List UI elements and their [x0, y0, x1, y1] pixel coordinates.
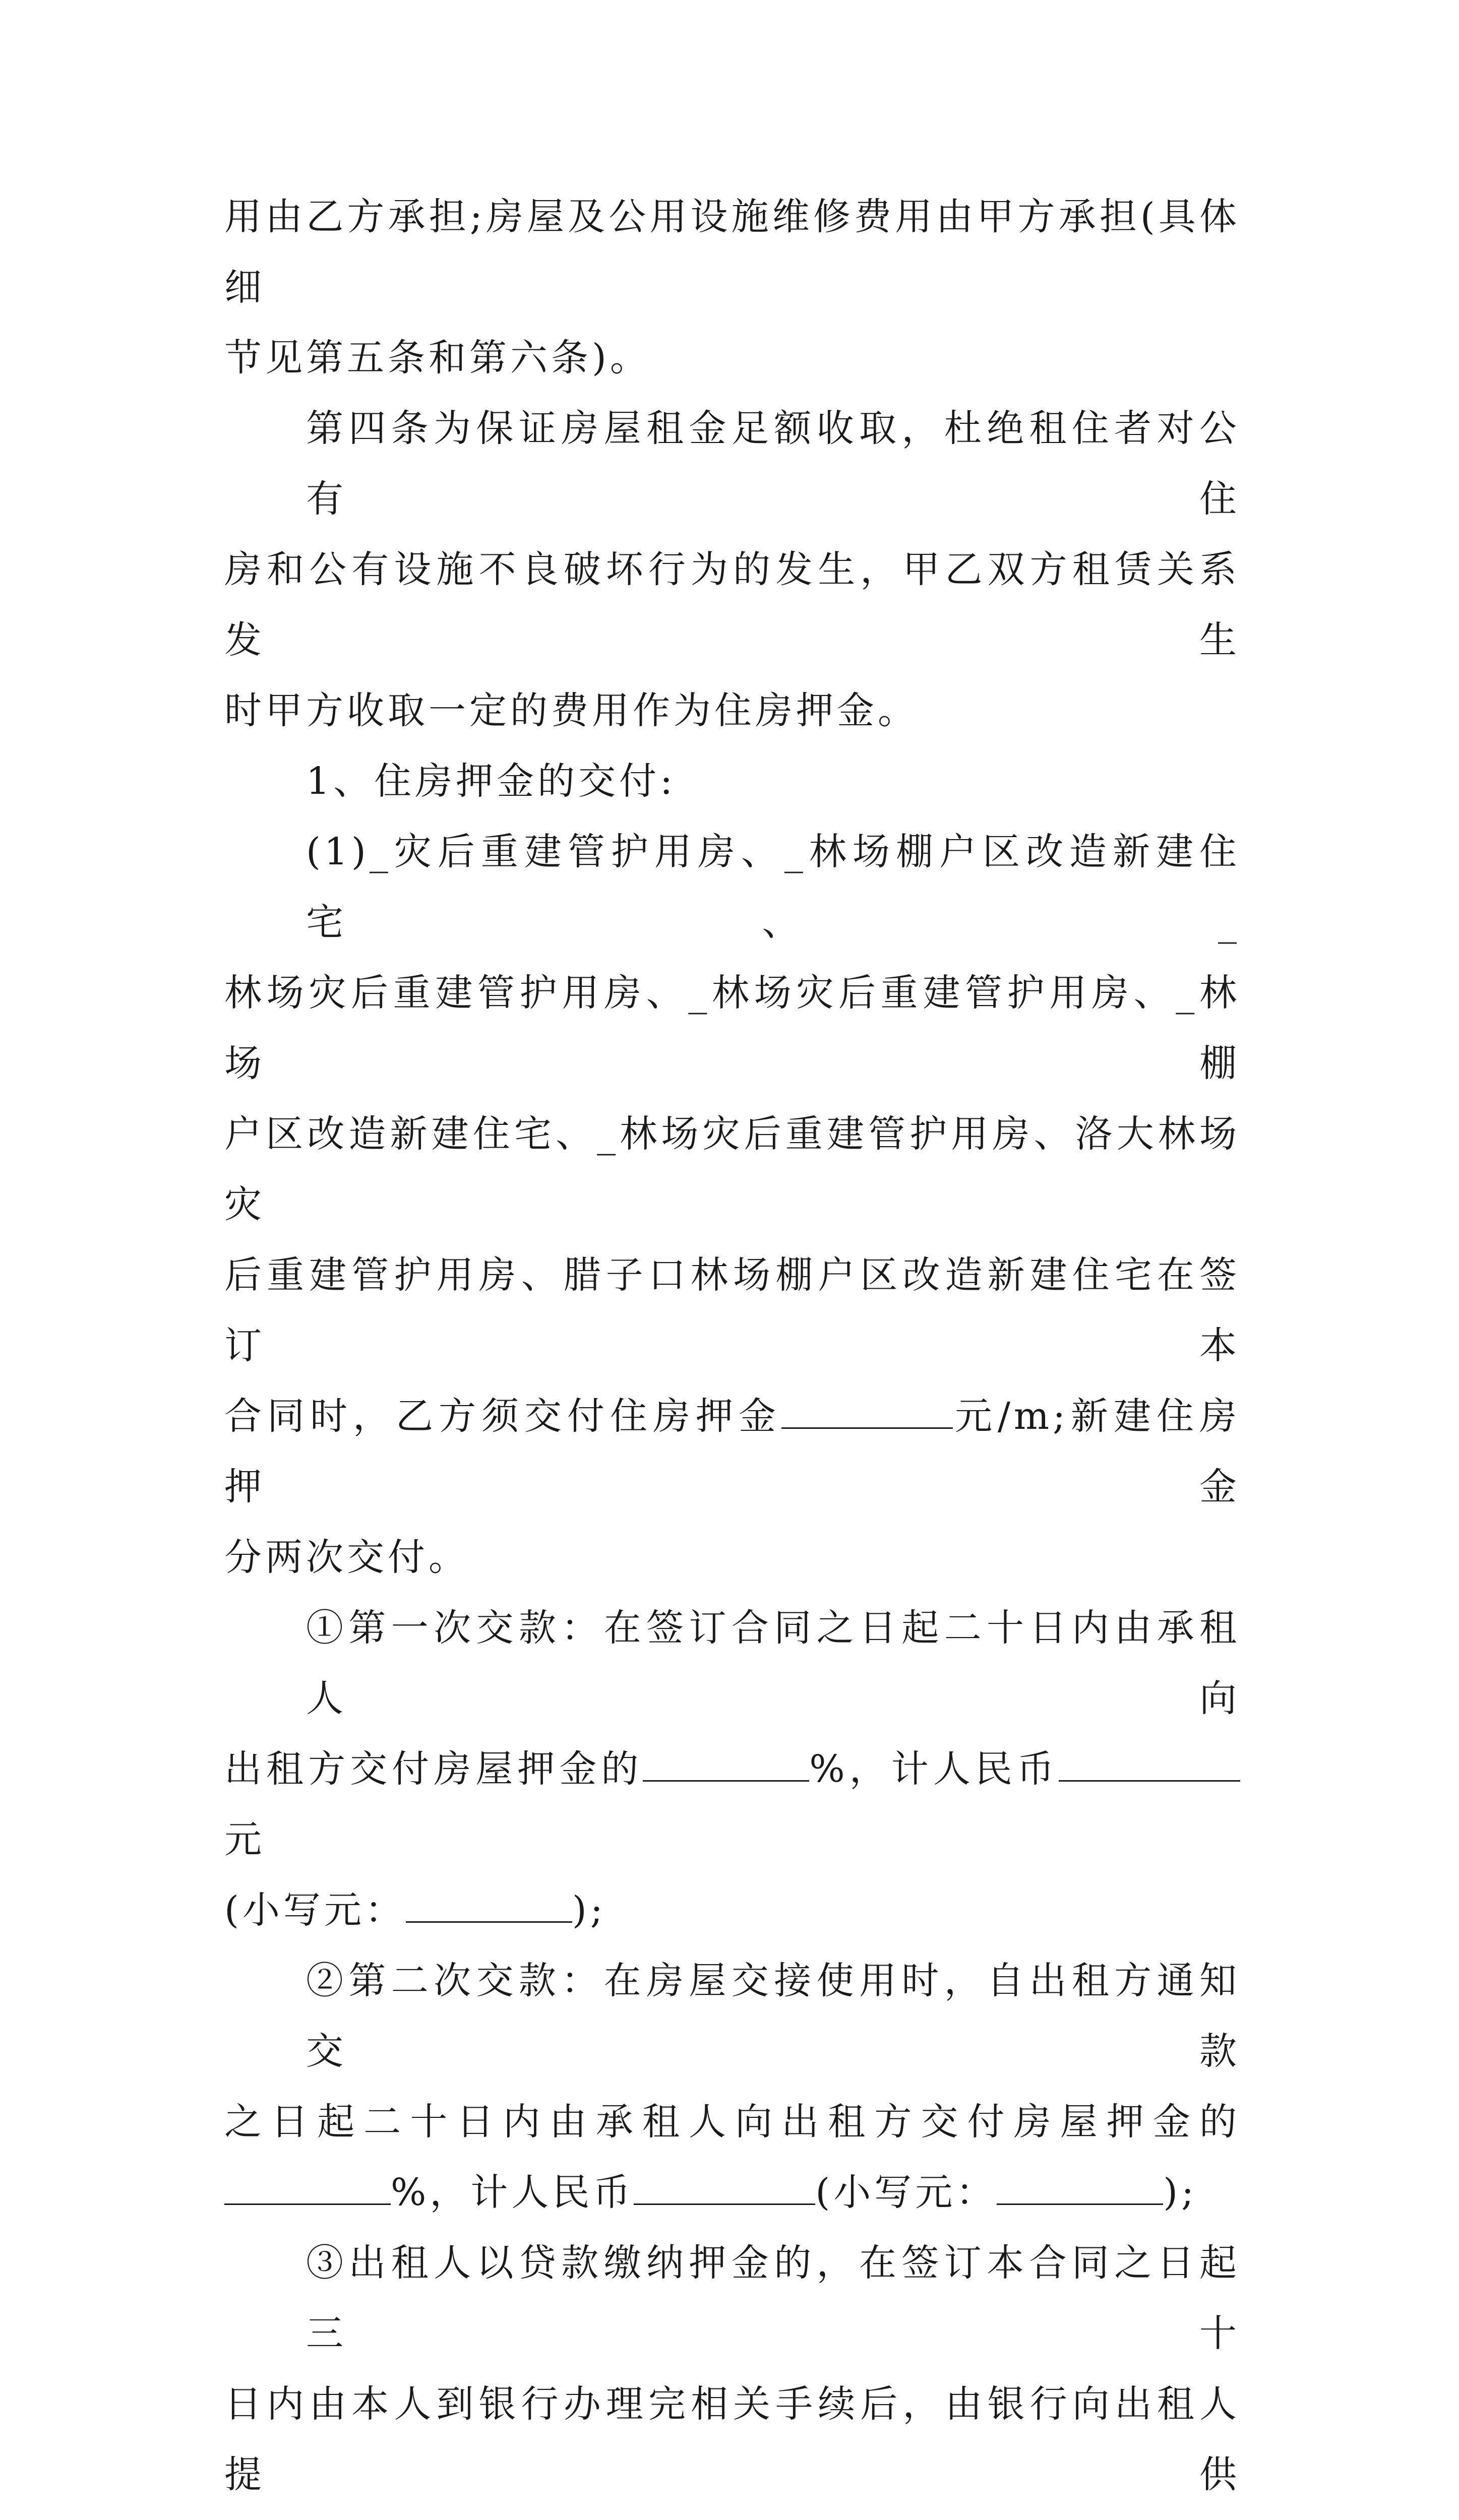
text-segment: %，计人民币: [809, 1747, 1059, 1791]
section-heading: 1、住房押金的交付:: [306, 760, 677, 803]
text-segment: 元: [224, 1818, 265, 1861]
paragraph-loan-payment: [224, 2228, 1240, 2520]
first-percent-blank[interactable]: [643, 1747, 809, 1782]
first-amount-figures-blank[interactable]: [406, 1888, 572, 1923]
text-segment: (小写元：: [815, 2171, 997, 2214]
text-segment: %，计人民币: [391, 2171, 634, 2214]
text-line: 日内由本人到银行办理完相关手续后，由银行向出租人提供: [224, 2382, 1240, 2496]
text-line: [224, 1734, 1240, 1875]
text-line: 分两次交付。: [224, 1536, 469, 1579]
paragraph-second-payment: [224, 1945, 1240, 2228]
paragraph-first-payment: [224, 1593, 1240, 1945]
text-line: 后重建管护用房、腊子口林场棚户区改造新建住宅在签订本: [224, 1253, 1240, 1367]
second-amount-blank[interactable]: [634, 2170, 815, 2205]
text-line: [224, 1381, 1240, 1522]
text-segment: (小写元：: [224, 1888, 406, 1932]
text-line: 时甲方收取一定的费用作为住房押金。: [224, 689, 919, 732]
text-segment: 合同时，乙方须交付住房押金: [224, 1395, 781, 1438]
text-line: [224, 2510, 1240, 2520]
text-line: 房和公有设施不良破坏行为的发生，甲乙双方租赁关系发生: [224, 548, 1240, 662]
paragraph-article-four: [224, 393, 1240, 746]
text-segment: );: [1163, 2171, 1198, 2214]
text-line: ②第二次交款：在房屋交接使用时，自出租方通知交款: [306, 1959, 1240, 2073]
paragraph-item-1: [224, 816, 1240, 1593]
text-line: 用由乙方承担;房屋及公用设施维修费用由甲方承担(具体细: [224, 195, 1240, 309]
deposit-per-sqm-blank[interactable]: [781, 1394, 953, 1429]
text-segment: 元/m;新建住房押金: [224, 1395, 1240, 1508]
second-percent-blank[interactable]: [224, 2170, 391, 2205]
text-line: (1)_灾后重建管护用房、_林场棚户区改造新建住宅、_: [306, 830, 1240, 944]
second-amount-figures-blank[interactable]: [997, 2170, 1163, 2205]
text-line: 之日起二十日内由承租人向出租方交付房屋押金的: [224, 2100, 1240, 2144]
text-line: 第四条为保证房屋租金足额收取，杜绝租住者对公有住: [306, 407, 1240, 521]
text-line: 户区改造新建住宅、_林场灾后重建管护用房、洛大林场灾: [224, 1112, 1240, 1226]
first-amount-blank[interactable]: [1059, 1747, 1240, 1782]
paragraph-cost-responsibility: [224, 181, 1240, 393]
text-line: [224, 1875, 1240, 1945]
text-line: ③出租人以贷款缴纳押金的，在签订本合同之日起三十: [306, 2241, 1240, 2355]
text-segment: );: [572, 1888, 606, 1932]
text-line: ①第一次交款：在签订合同之日起二十日内由承租人向: [306, 1606, 1240, 1720]
document-body: [224, 181, 1240, 2520]
paragraph-deposit-heading: [224, 746, 1240, 816]
text-segment: 出租方交付房屋押金的: [224, 1747, 643, 1791]
text-line: 节见第五条和第六条)。: [224, 336, 651, 380]
text-line: 林场灾后重建管护用房、_林场灾后重建管护用房、_林场棚: [224, 971, 1240, 1085]
text-line: [224, 2157, 1240, 2228]
